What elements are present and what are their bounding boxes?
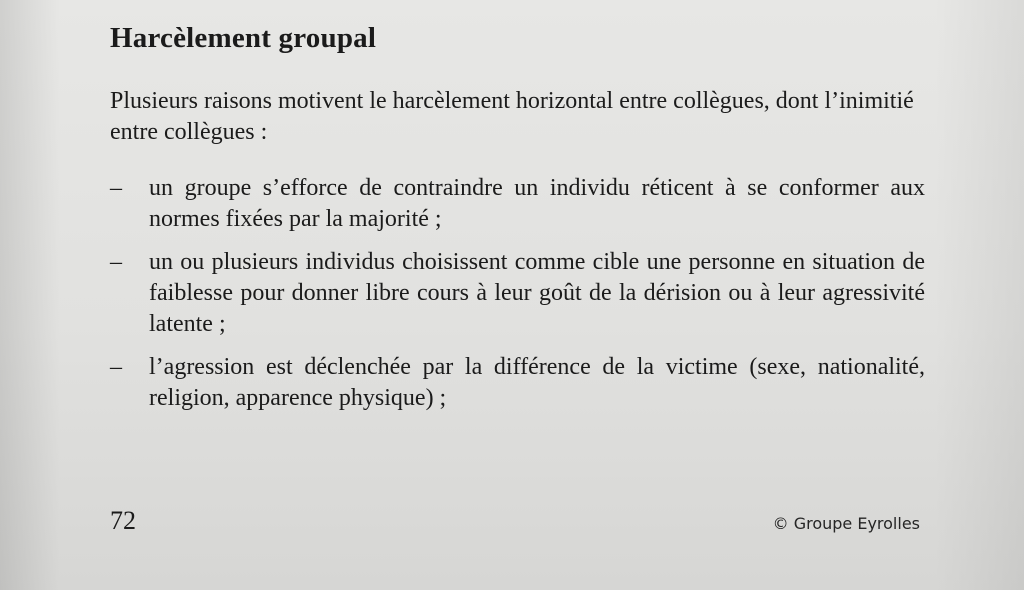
page-shadow-right xyxy=(934,0,1024,590)
bullet-text: l’agression est déclenchée par la différence de la victime (sexe, nationalité, religion, apparence physique) ; xyxy=(149,354,925,411)
bullet-list xyxy=(110,173,925,426)
bullet-text: un ou plusieurs individus choisissent comme cible une personne en situation de faiblesse pour donner libre cours à leur goût de la dérision ou à leur agressivité latente ; xyxy=(149,249,925,337)
bullet-item xyxy=(110,247,925,340)
intro-paragraph: Plusieurs raisons motivent le harcèlement horizontal entre collègues, dont l’inimitié entre collègues : xyxy=(110,88,914,145)
bullet-dash: – xyxy=(110,175,122,201)
bullet-dash: – xyxy=(110,249,122,275)
bullet-item xyxy=(110,352,925,414)
bullet-dash: – xyxy=(110,354,122,380)
page-shadow-left xyxy=(0,0,60,590)
page-number: 72 xyxy=(110,506,136,535)
bullet-item xyxy=(110,173,925,235)
bullet-text: un groupe s’efforce de contraindre un individu réticent à se conformer aux normes fixées par la majorité ; xyxy=(149,175,925,232)
copyright-notice: © Groupe Eyrolles xyxy=(772,514,920,533)
section-heading: Harcèlement groupal xyxy=(110,22,377,54)
